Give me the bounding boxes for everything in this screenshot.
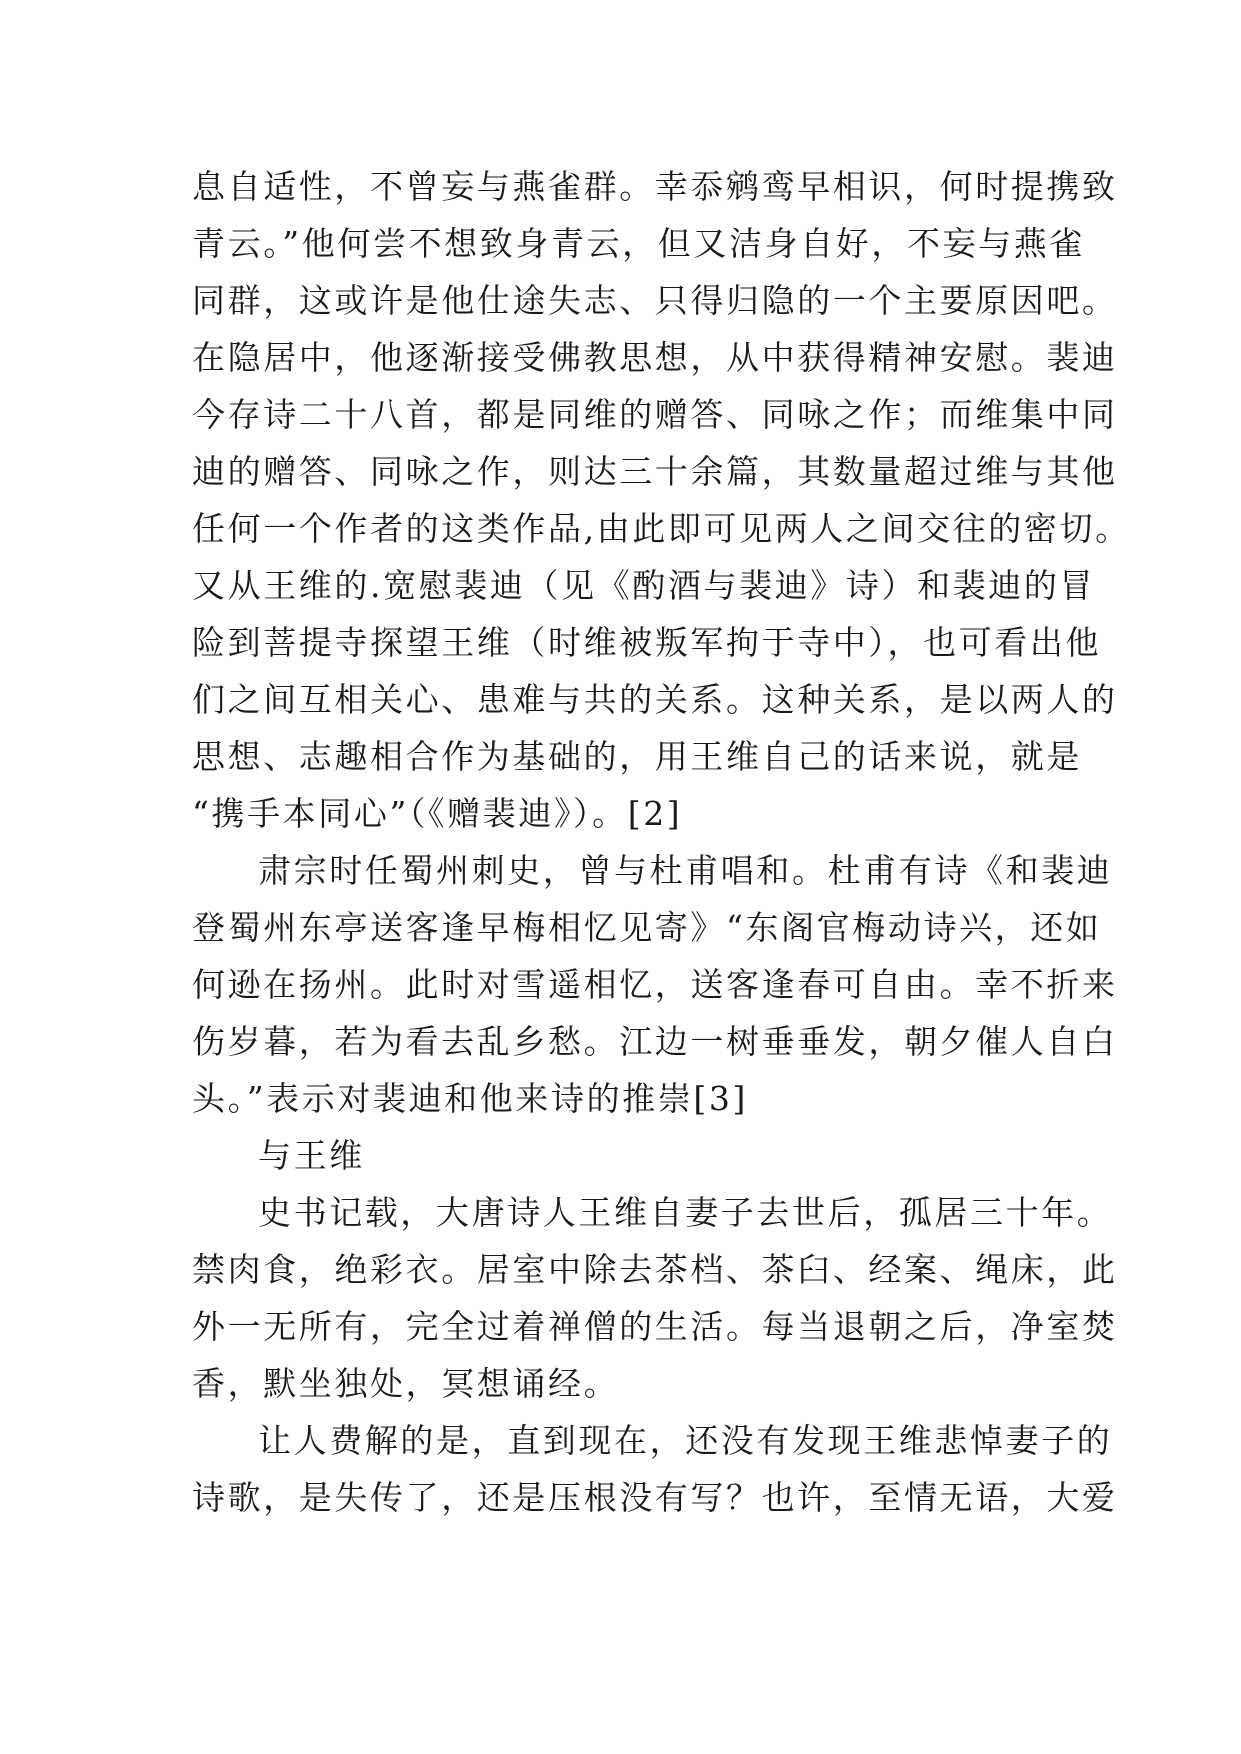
text-line: 迪的赠答、同咏之作，则达三十余篇，其数量超过维与其他 (192, 452, 1118, 491)
text-line: 险到菩提寺探望王维（时维被叛军拘于寺中），也可看出他 (192, 623, 1102, 662)
text-line: 今存诗二十八首，都是同维的赠答、同咏之作；而维集中同 (192, 395, 1118, 434)
text-line: 登蜀州东亭送客逢早梅相忆见寄》“东阁官梅动诗兴，还如 (192, 908, 1102, 947)
text-line: 头。”表示对裴迪和他来诗的推崇[3] (192, 1079, 748, 1118)
text-line: “携手本同心”（《赠裴迪》）。[2] (192, 794, 683, 833)
text-line: 何逊在扬州。此时对雪遥相忆，送客逢春可自由。幸不折来 (192, 965, 1118, 1004)
text-line: 息自适性，不曾妄与燕雀群。幸忝鹓鸾早相识，何时提携致 (192, 167, 1118, 206)
section-heading: 与王维 (258, 1136, 365, 1175)
text-line: 们之间互相关心、患难与共的关系。这种关系，是以两人的 (192, 680, 1118, 719)
text-line: 同群，这或许是他仕途失志、只得归隐的一个主要原因吧。 (192, 281, 1118, 320)
paragraph-start: 史书记载，大唐诗人王维自妻子去世后，孤居三十年。 (258, 1193, 1113, 1232)
text-line: 香，默坐独处，冥想诵经。 (192, 1364, 620, 1403)
paragraph-start: 肃宗时任蜀州刺史，曾与杜甫唱和。杜甫有诗《和裴迪 (258, 851, 1113, 890)
text-line: 思想、志趣相合作为基础的，用王维自己的话来说，就是 (192, 737, 1082, 776)
text-line: 外一无所有，完全过着禅僧的生活。每当退朝之后，净室焚 (192, 1307, 1118, 1346)
text-line: 在隐居中，他逐渐接受佛教思想，从中获得精神安慰。裴迪 (192, 338, 1118, 377)
text-line: 又从王维的.宽慰裴迪（见《酌酒与裴迪》诗）和裴迪的冒 (192, 566, 1096, 605)
text-line: 伤岁暮，若为看去乱乡愁。江边一树垂垂发，朝夕催人自白 (192, 1022, 1118, 1061)
text-line: 任何一个作者的这类作品,由此即可见两人之间交往的密切。 (192, 509, 1131, 548)
text-line: 青云。”他何尝不想致身青云，但又洁身自好，不妄与燕雀 (192, 224, 1085, 263)
text-line: 诗歌，是失传了，还是压根没有写？也许，至情无语，大爱 (192, 1478, 1118, 1517)
text-line: 禁肉食，绝彩衣。居室中除去茶档、茶臼、经案、绳床，此 (192, 1250, 1118, 1289)
paragraph-start: 让人费解的是，直到现在，还没有发现王维悲悼妻子的 (258, 1421, 1113, 1460)
